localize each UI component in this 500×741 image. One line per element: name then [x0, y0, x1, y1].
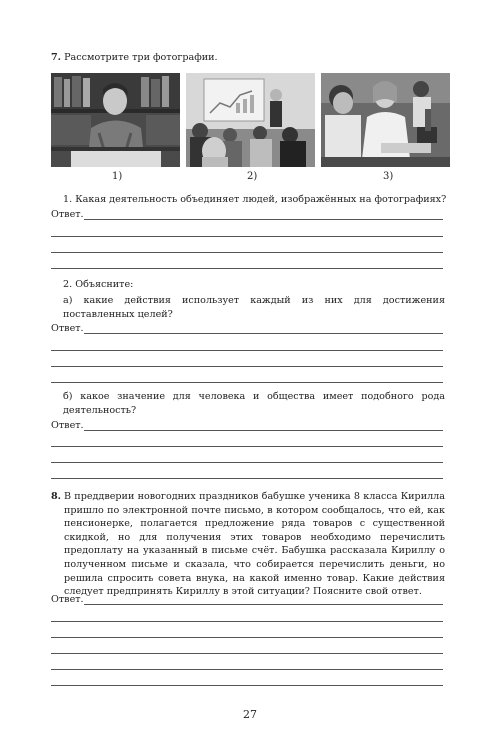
photo-caption-1: 1) — [112, 171, 123, 182]
page-number: 27 — [243, 708, 257, 721]
answer-line[interactable] — [51, 637, 443, 638]
answer-line[interactable] — [51, 653, 443, 654]
question-1 — [63, 193, 446, 207]
question-2b: б) какое значение для человека и общества имеет подобного рода деятельность? — [63, 391, 445, 416]
task8-number: 8. — [51, 491, 62, 502]
answer-line[interactable] — [51, 621, 443, 622]
answer-line[interactable] — [51, 236, 443, 237]
answer-label-q1: Ответ. — [51, 209, 84, 220]
answer-line[interactable] — [84, 219, 443, 220]
question-1-text: Какая деятельность объединяет людей, изображённых на фотографиях? — [75, 194, 447, 205]
photo-laboratory — [321, 73, 450, 167]
answer-line[interactable] — [51, 462, 443, 463]
answer-line[interactable] — [84, 333, 443, 334]
answer-line[interactable] — [51, 366, 443, 367]
photo-presentation — [186, 73, 315, 167]
answer-label-q2a: Ответ. — [51, 323, 84, 334]
answer-line[interactable] — [51, 478, 443, 479]
answer-line[interactable] — [51, 252, 443, 253]
question-2-text: Объясните: — [75, 279, 134, 290]
task7-intro: Рассмотрите три фотографии. — [64, 52, 218, 63]
answer-line[interactable] — [51, 268, 443, 269]
answer-label-task8: Ответ. — [51, 594, 84, 605]
question-2-number: 2. — [63, 279, 73, 290]
answer-line[interactable] — [51, 382, 443, 383]
answer-label-q2b: Ответ. — [51, 420, 84, 431]
photo-student-library — [51, 73, 180, 167]
task8-text: В преддверии новогодних праздников бабушке ученика 8 класса Кирилла пришло по электронной почте письмо, в котором сообщалось, что ей, как пенсионерке, полагается предложение ряда товаров с существенной скидкой, но для получения этих товаров необходимо перечислить предоплату на указанный в письме счёт. Бабушка рассказала Кириллу о полученном письме и сказала, что собирается перечислить деньги, но решила спросить совета внука, на какой именно товар. Какие действия следует предпринять Кириллу в этой ситуации? Поясните свой ответ. — [64, 491, 445, 598]
answer-line[interactable] — [51, 685, 443, 686]
question-2 — [63, 278, 133, 292]
answer-line[interactable] — [84, 604, 443, 605]
task7-number: 7. — [51, 52, 62, 63]
question-2a: а) какие действия использует каждый из них для достижения поставленных целей? — [63, 295, 445, 320]
task7-heading — [51, 51, 218, 65]
photo-caption-2: 2) — [247, 171, 258, 182]
question-1-number: 1. — [63, 194, 73, 205]
answer-line[interactable] — [51, 446, 443, 447]
answer-line[interactable] — [84, 430, 443, 431]
answer-line[interactable] — [51, 669, 443, 670]
photo-caption-3: 3) — [383, 171, 394, 182]
answer-line[interactable] — [51, 350, 443, 351]
